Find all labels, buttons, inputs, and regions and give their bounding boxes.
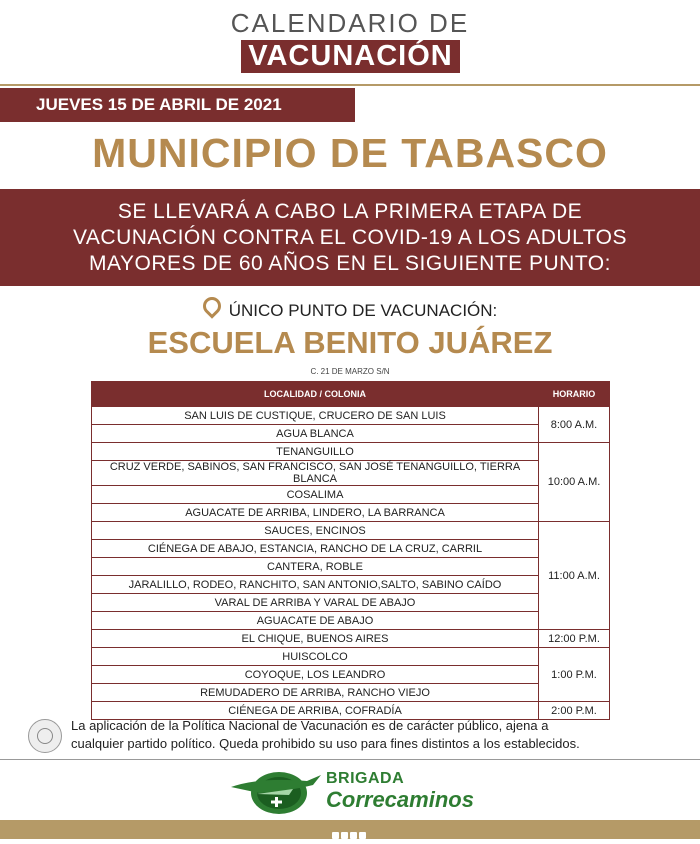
announcement-line: SE LLEVARÁ A CABO LA PRIMERA ETAPA DE: [117, 200, 583, 223]
notice-line: cualquier partido político. Queda prohibido su uso para fines distintos a los establecidos.: [71, 736, 580, 751]
table-row: [92, 612, 610, 630]
facebook-icon[interactable]: [332, 832, 339, 839]
announcement-line: VACUNACIÓN CONTRA EL COVID-19 A LOS ADULTOS: [72, 226, 628, 249]
municipality-title: MUNICIPIO DE TABASCO: [92, 130, 608, 176]
table-row: [92, 594, 610, 612]
locality-cell: AGUA BLANCA: [92, 425, 539, 443]
point-label-text: ÚNICO PUNTO DE VACUNACIÓN:: [228, 301, 498, 320]
locality-cell: VARAL DE ARRIBA Y VARAL DE ABAJO: [92, 594, 539, 612]
brand-name: BRIGADA: [326, 770, 405, 787]
date-banner: JUEVES 15 DE ABRIL DE 2021: [0, 88, 355, 122]
notice-line: La aplicación de la Política Nacional de Vacunación es de carácter público, ajena a: [71, 718, 549, 733]
table-row: [92, 425, 610, 443]
announcement-line: MAYORES DE 60 AÑOS EN EL SIGUIENTE PUNTO:: [89, 252, 611, 275]
brigade-logo: [229, 767, 489, 817]
locality-cell: HUISCOLCO: [92, 648, 539, 666]
table-row: [92, 630, 610, 648]
location-pin-icon: [199, 293, 224, 318]
locality-cell: CRUZ VERDE, SABINOS, SAN FRANCISCO, SAN JOSÉ TENANGUILLO, TIERRA BLANCA: [92, 461, 539, 486]
twitter-icon[interactable]: [341, 832, 348, 839]
header-title: CALENDARIO DE: [230, 8, 470, 38]
table-row: [92, 522, 610, 540]
locality-cell: AGUACATE DE ARRIBA, LINDERO, LA BARRANCA: [92, 504, 539, 522]
table-row: [92, 576, 610, 594]
time-cell: 1:00 P.M.: [539, 648, 610, 702]
legal-notice: [28, 717, 678, 753]
locality-cell: COYOQUE, LOS LEANDRO: [92, 666, 539, 684]
announcement-banner: [0, 189, 700, 286]
locality-cell: CIÉNEGA DE ARRIBA, COFRADÍA: [92, 702, 539, 720]
column-header-locality: LOCALIDAD / COLONIA: [92, 382, 539, 407]
locality-cell: COSALIMA: [92, 486, 539, 504]
time-cell: 2:00 P.M.: [539, 702, 610, 720]
table-row: [92, 461, 610, 486]
locality-cell: CANTERA, ROBLE: [92, 558, 539, 576]
locality-cell: AGUACATE DE ABAJO: [92, 612, 539, 630]
table-row: [92, 504, 610, 522]
social-icons: [332, 826, 368, 834]
locality-cell: CIÉNEGA DE ABAJO, ESTANCIA, RANCHO DE LA CRUZ, CARRIL: [92, 540, 539, 558]
locality-cell: SAN LUIS DE CUSTIQUE, CRUCERO DE SAN LUIS: [92, 407, 539, 425]
column-header-time: HORARIO: [539, 382, 610, 407]
locality-cell: REMUDADERO DE ARRIBA, RANCHO VIEJO: [92, 684, 539, 702]
header-divider: [0, 84, 700, 86]
table-row: [92, 558, 610, 576]
time-cell: 11:00 A.M.: [539, 522, 610, 630]
table-header-row: [92, 382, 610, 407]
school-name: ESCUELA BENITO JUÁREZ: [147, 325, 553, 360]
locality-cell: EL CHIQUE, BUENOS AIRES: [92, 630, 539, 648]
roadrunner-logo-icon: [229, 767, 324, 815]
footer-divider: [0, 759, 700, 760]
government-seal-icon: [28, 719, 62, 753]
table-row: [92, 407, 610, 425]
school-address: C. 21 DE MARZO S/N: [310, 367, 390, 376]
header-band: VACUNACIÓN: [241, 40, 460, 73]
table-row: [92, 540, 610, 558]
time-cell: 12:00 P.M.: [539, 630, 610, 648]
brand-subtitle: Correcaminos: [326, 787, 474, 812]
table-row: [92, 684, 610, 702]
table-row: [92, 486, 610, 504]
youtube-icon[interactable]: [359, 832, 366, 839]
schedule-table: [91, 381, 610, 720]
time-cell: 8:00 A.M.: [539, 407, 610, 443]
vaccination-point-label: [0, 297, 700, 321]
schedule-body: [92, 407, 610, 720]
locality-cell: TENANGUILLO: [92, 443, 539, 461]
table-row: [92, 648, 610, 666]
footer-band: [0, 820, 700, 839]
table-row: [92, 443, 610, 461]
time-cell: 10:00 A.M.: [539, 443, 610, 522]
locality-cell: JARALILLO, RODEO, RANCHITO, SAN ANTONIO,SALTO, SABINO CAÍDO: [92, 576, 539, 594]
locality-cell: SAUCES, ENCINOS: [92, 522, 539, 540]
instagram-icon[interactable]: [350, 832, 357, 839]
table-row: [92, 666, 610, 684]
